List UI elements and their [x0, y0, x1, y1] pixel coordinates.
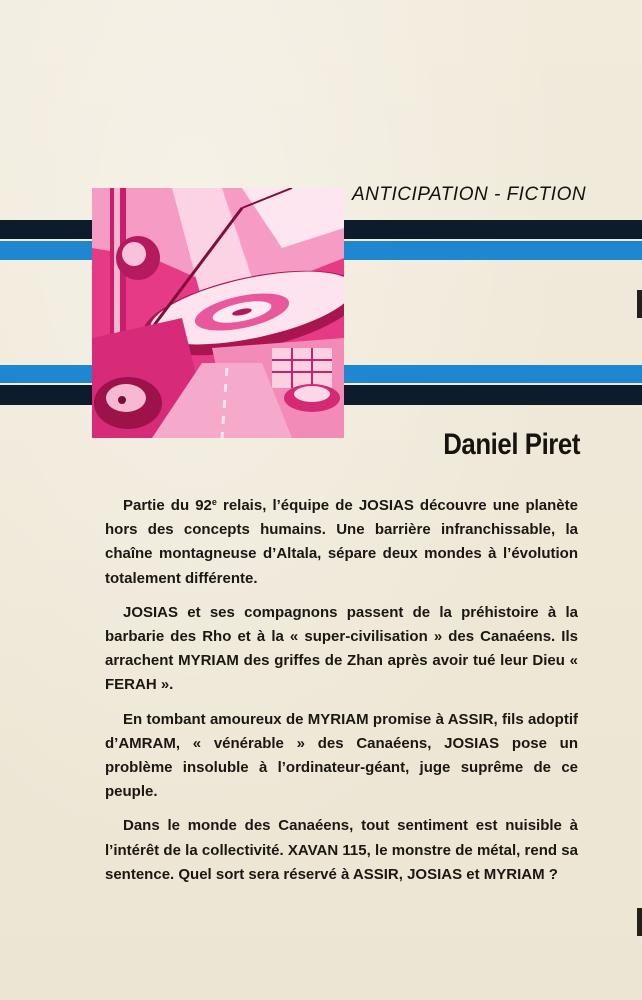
blurb-paragraph-1: [105, 494, 578, 591]
author-name: Daniel Piret: [443, 428, 580, 461]
blurb-p1-rest: relais, l’équipe de JOSIAS découvre une planète hors des concepts humains. Une barrière infranchissable, la chaîne montagneuse d’Altala, sépare deux mondes à l’évolution totalement différente.: [105, 497, 578, 587]
blurb-paragraph-3: En tombant amoureux de MYRIAM promise à ASSIR, fils adoptif d’AMRAM, « vénérable » des Canaéens, JOSIAS pose un problème insoluble à l’ordinateur-géant, juge suprême de ce peuple.: [105, 710, 578, 801]
series-label: ANTICIPATION - FICTION: [352, 184, 587, 205]
blurb-paragraph-4: Dans le monde des Canaéens, tout sentiment est nuisible à l’intérêt de la collectivité. XAVAN 115, le monstre de métal, rend sa sentence. Quel sort sera réservé à ASSIR, JOSIAS et MYRIAM ?: [105, 817, 578, 883]
ordinal-superscript: e: [211, 497, 217, 507]
edge-mark-lower: [637, 908, 642, 936]
edge-mark-upper: [637, 290, 642, 318]
blurb-p1-start: Partie du 92: [123, 497, 212, 514]
cover-illustration: [92, 188, 344, 438]
blurb-paragraph-2: JOSIAS et ses compagnons passent de la préhistoire à la barbarie des Rho et à la « super-civilisation » des Canaéens. Ils arrachent MYRIAM des griffes de Zhan après avoir tué leur Dieu « FERAH ».: [105, 603, 578, 694]
blurb-text: [105, 494, 578, 897]
